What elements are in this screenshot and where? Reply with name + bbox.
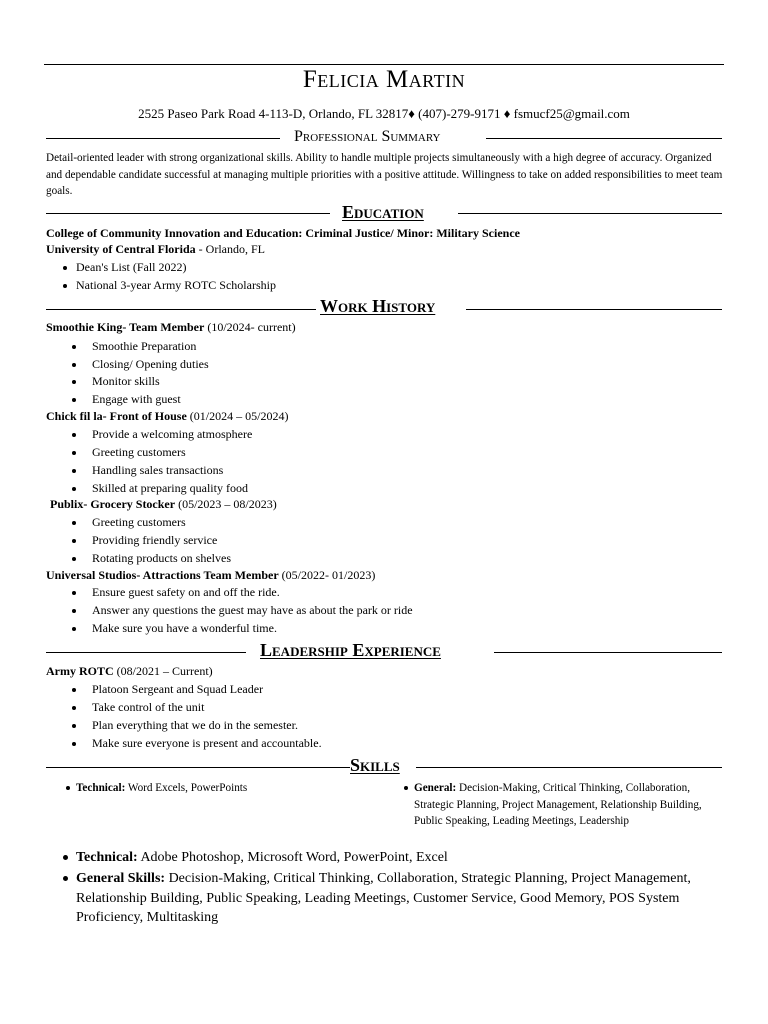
list-item: Rotating products on shelves [92,551,231,566]
list-item: Closing/ Opening duties [92,357,209,372]
work-rule-right [466,309,722,310]
leadership-role-line: Army ROTC (08/2021 – Current) [46,664,213,678]
summary-rule-right [486,138,722,139]
list-item: Greeting customers [92,445,186,460]
summary-rule-left [46,138,280,139]
skills-technical: Technical: Word Excels, PowerPoints [76,780,366,797]
list-item: Dean's List (Fall 2022) [76,260,186,275]
list-item: Monitor skills [92,374,160,389]
list-item: Handling sales transactions [92,463,223,478]
job-title: Smoothie King- Team Member (10/2024- current) [46,320,296,334]
job-title: Chick fil la- Front of House (01/2024 – 05/2024) [46,409,289,423]
leadership-rule-right [494,652,722,653]
summary-heading: Professional Summary [294,128,441,145]
list-item: Platoon Sergeant and Squad Leader [92,682,263,697]
list-item: Take control of the unit [92,700,204,715]
education-school: University of Central Florida [46,242,196,256]
list-item: Engage with guest [92,392,181,407]
list-item: Make sure you have a wonderful time. [92,621,277,636]
top-rule [44,64,724,65]
skills-technical-extended: Technical: Adobe Photoshop, Microsoft Word, PowerPoint, Excel [76,848,726,868]
list-item: Skilled at preparing quality food [92,481,248,496]
list-item: Make sure everyone is present and accountable. [92,736,322,751]
work-rule-left [46,309,316,310]
contact-line: 2525 Paseo Park Road 4-113-D, Orlando, FL 32817♦ (407)-279-9171 ♦ fsmucf25@gmail.com [138,106,630,121]
skills-rule-right [416,767,722,768]
list-item: Answer any questions the guest may have as about the park or ride [92,603,413,618]
list-item: Ensure guest safety on and off the ride. [92,585,280,600]
education-heading: Education [342,202,424,222]
skills-heading: Skills [350,755,400,775]
education-rule-left [46,213,330,214]
skills-rule-left [46,767,350,768]
list-item: Plan everything that we do in the semester. [92,718,298,733]
job-title: Publix- Grocery Stocker (05/2023 – 08/2023) [50,497,277,511]
list-item: Greeting customers [92,515,186,530]
job-title: Universal Studios- Attractions Team Member (05/2022- 01/2023) [46,568,376,582]
work-heading: Work History [320,296,436,316]
list-item: Providing friendly service [92,533,217,548]
education-rule-right [458,213,722,214]
list-item: National 3-year Army ROTC Scholarship [76,278,276,293]
education-location: - Orlando, FL [195,242,265,256]
leadership-heading: Leadership Experience [260,640,441,660]
skills-general: General: Decision-Making, Critical Thinking, Collaboration, Strategic Planning, Project Management, Relationship Building, Public Speaking, Leading Meetings, Leadership [414,780,724,830]
candidate-name: Felicia Martin [302,66,466,93]
leadership-rule-left [46,652,246,653]
summary-text: Detail-oriented leader with strong organizational skills. Ability to handle multiple projects simultaneously with a high degree of accuracy. Organized and dependable candidate successful at managing multiple priorities with a positive attitude. Willingness to take on added responsibilities to meet team goals. [46,152,723,197]
list-item: Smoothie Preparation [92,339,196,354]
skills-general-extended: General Skills: Decision-Making, Critical Thinking, Collaboration, Strategic Planning, Project Management, Relationship Building, Public Speaking, Leading Meetings, Customer Service, Good Memory, POS System Proficiency, Multitasking [76,869,726,928]
list-item: Provide a welcoming atmosphere [92,427,252,442]
education-college: College of Community Innovation and Education: Criminal Justice/ Minor: Military Science [46,226,520,240]
education-school-line [46,242,265,257]
